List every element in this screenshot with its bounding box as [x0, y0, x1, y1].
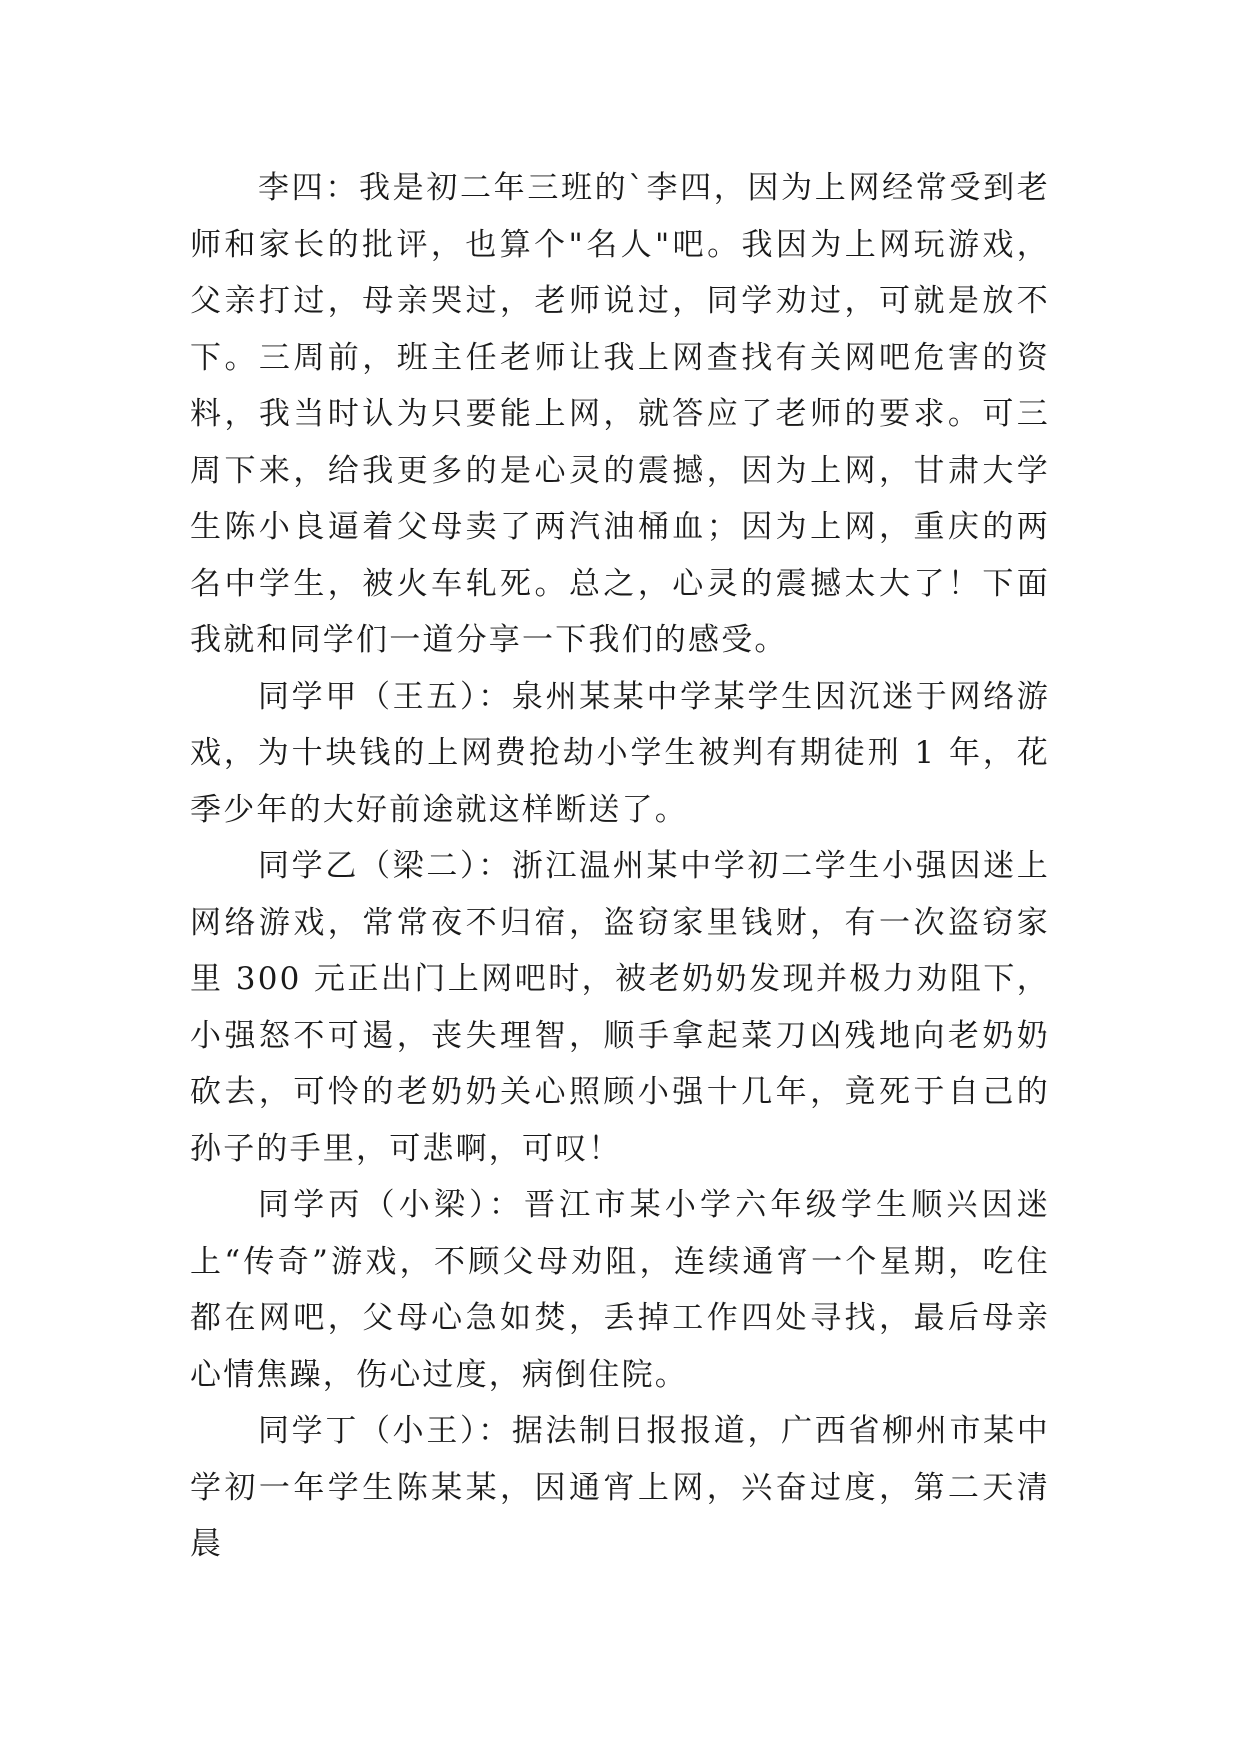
- paragraph-classmate-jia: 同学甲（王五）：泉州某某中学某学生因沉迷于网络游戏，为十块钱的上网费抢劫小学生被判有期徒刑 1 年，花季少年的大好前途就这样断送了。: [190, 678, 1050, 828]
- paragraph-classmate-bing: 同学丙（小梁）：晋江市某小学六年级学生顺兴因迷上“传奇”游戏，不顾父母劝阻，连续通宵一个星期，吃住都在网吧，父母心急如焚，丢掉工作四处寻找，最后母亲心情焦躁，伤心过度，病倒住院。: [190, 1187, 1050, 1393]
- paragraph-classmate-yi: 同学乙（梁二）：浙江温州某中学初二学生小强因迷上网络游戏，常常夜不归宿，盗窃家里钱财，有一次盗窃家里 300 元正出门上网吧时，被老奶奶发现并极力劝阻下，小强怒不可遏，丧失理智，顺手拿起菜刀凶残地向老奶奶砍去，可怜的老奶奶关心照顾小强十几年，竟死于自己的孙子的手里，可悲啊，可叹！: [190, 848, 1050, 1167]
- paragraph-classmate-ding: 同学丁（小王）：据法制日报报道，广西省柳州市某中学初一年学生陈某某，因通宵上网，兴奋过度，第二天清晨: [190, 1413, 1050, 1562]
- document-body: [190, 160, 1050, 1573]
- paragraph-li-si: 李四：我是初二年三班的`李四，因为上网经常受到老师和家长的批评，也算个"名人"吧。我因为上网玩游戏，父亲打过，母亲哭过，老师说过，同学劝过，可就是放不下。三周前，班主任老师让我上网查找有关网吧危害的资料，我当时认为只要能上网，就答应了老师的要求。可三周下来，给我更多的是心灵的震撼，因为上网，甘肃大学生陈小良逼着父母卖了两汽油桶血；因为上网，重庆的两名中学生，被火车轧死。总之，心灵的震撼太大了！下面我就和同学们一道分享一下我们的感受。: [190, 170, 1050, 658]
